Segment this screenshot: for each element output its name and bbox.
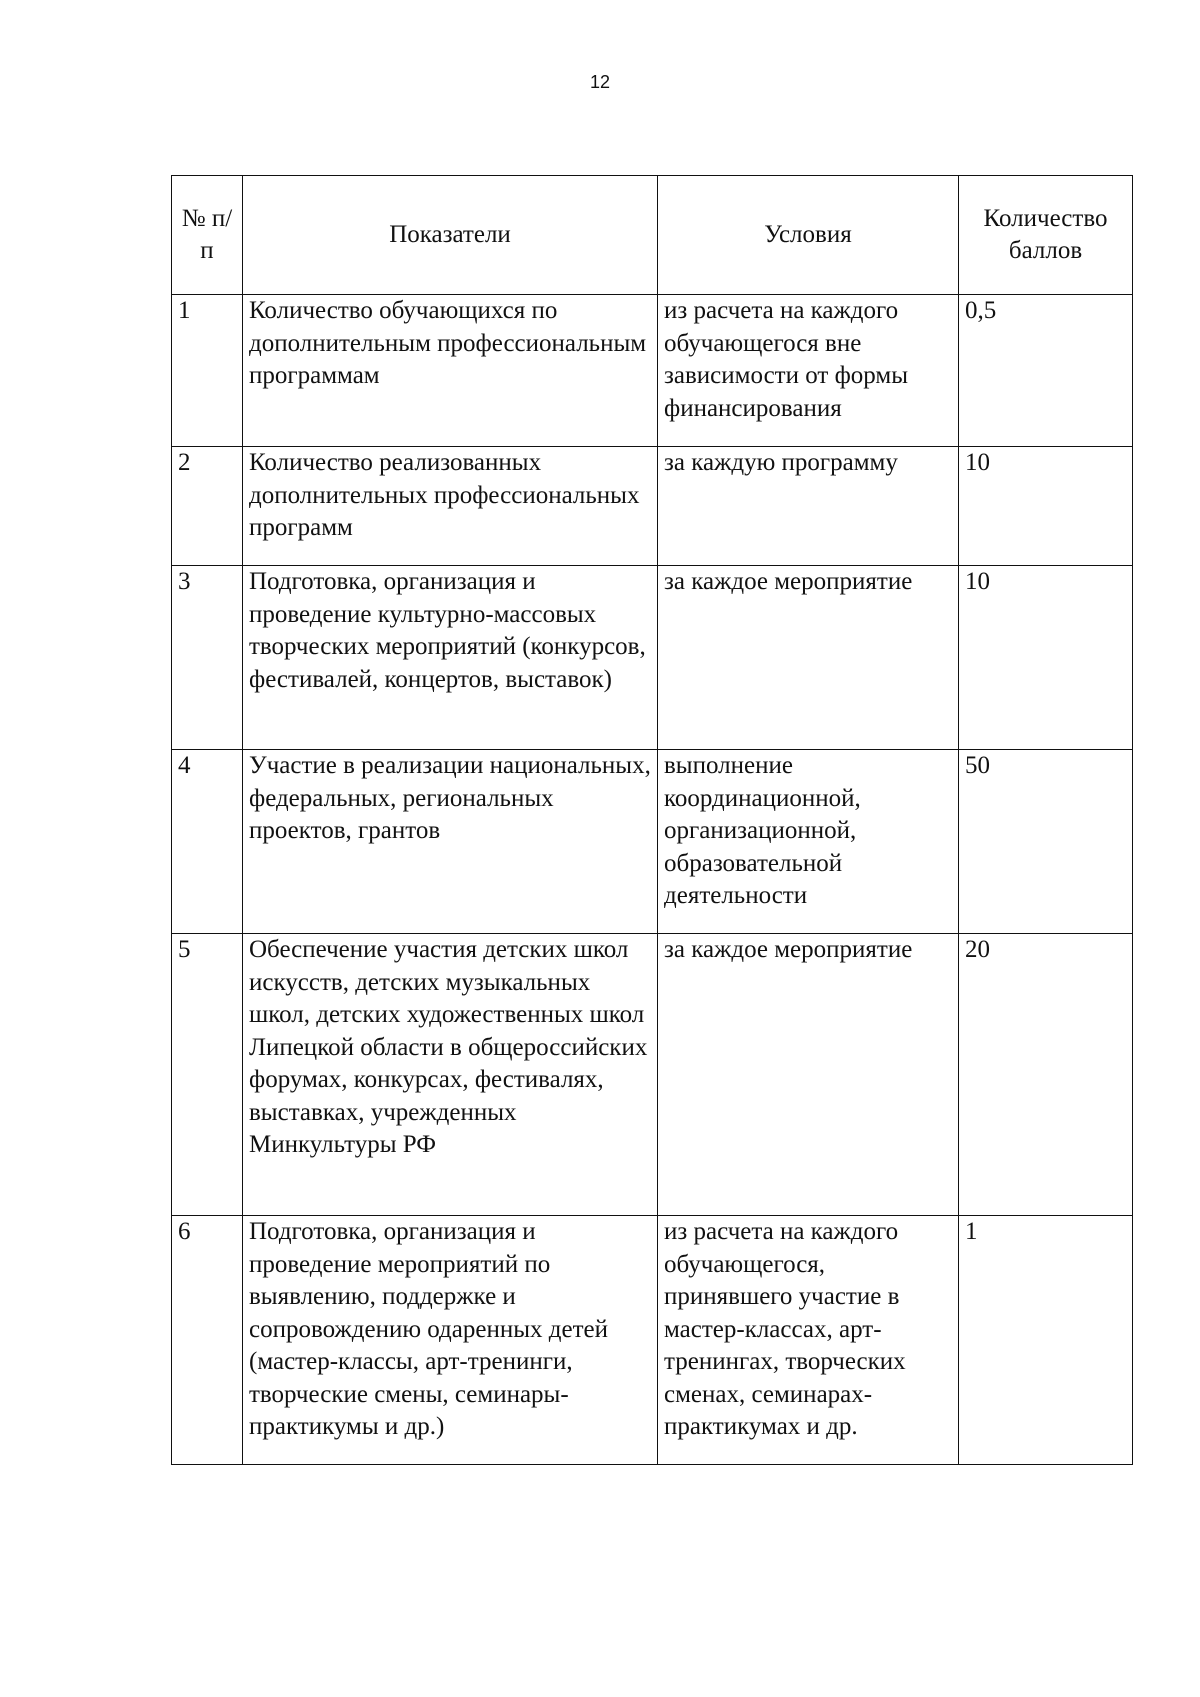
- row-condition: из расчета на каждого обучающегося, принявшего участие в мастер-классах, арт-тренингах, творческих сменах, семинарах-практикумах и др.: [658, 1216, 959, 1465]
- header-indicator: Показатели: [243, 176, 658, 295]
- row-condition: из расчета на каждого обучающегося вне зависимости от формы финансирования: [658, 295, 959, 447]
- header-row: [172, 176, 1133, 295]
- row-condition: за каждую программу: [658, 447, 959, 566]
- table-row: [172, 750, 1133, 934]
- row-points: 0,5: [959, 295, 1133, 447]
- row-indicator: Подготовка, организация и проведение мероприятий по выявлению, поддержке и сопровождению одаренных детей (мастер-классы, арт-тренинги, творческие смены, семинары-практикумы и др.): [243, 1216, 658, 1465]
- table-row: [172, 447, 1133, 566]
- row-num: 6: [172, 1216, 243, 1465]
- row-indicator: Обеспечение участия детских школ искусств, детских музыкальных школ, детских художественных школ Липецкой области в общероссийских форумах, конкурсах, фестивалях, выставках, учрежденных Минкультуры РФ: [243, 934, 658, 1216]
- header-condition: Условия: [658, 176, 959, 295]
- row-indicator: Количество обучающихся по дополнительным профессиональным программам: [243, 295, 658, 447]
- row-indicator: Количество реализованных дополнительных профессиональных программ: [243, 447, 658, 566]
- indicators-table: [171, 175, 1133, 1465]
- row-points: 10: [959, 447, 1133, 566]
- header-points: Количество баллов: [959, 176, 1133, 295]
- row-condition: за каждое мероприятие: [658, 566, 959, 750]
- row-condition: выполнение координационной, организационной, образовательной деятельности: [658, 750, 959, 934]
- row-num: 3: [172, 566, 243, 750]
- row-num: 4: [172, 750, 243, 934]
- row-points: 20: [959, 934, 1133, 1216]
- row-points: 50: [959, 750, 1133, 934]
- row-points: 10: [959, 566, 1133, 750]
- row-indicator: Подготовка, организация и проведение культурно-массовых творческих мероприятий (конкурсов, фестивалей, концертов, выставок): [243, 566, 658, 750]
- table-header: [172, 176, 1133, 295]
- row-num: 2: [172, 447, 243, 566]
- table-row: [172, 1216, 1133, 1465]
- header-num: № п/п: [172, 176, 243, 295]
- row-condition: за каждое мероприятие: [658, 934, 959, 1216]
- row-indicator: Участие в реализации национальных, федеральных, региональных проектов, грантов: [243, 750, 658, 934]
- table-body: [172, 295, 1133, 1465]
- row-num: 5: [172, 934, 243, 1216]
- row-points: 1: [959, 1216, 1133, 1465]
- page-number: 12: [589, 72, 611, 92]
- row-num: 1: [172, 295, 243, 447]
- table-row: [172, 566, 1133, 750]
- table-row: [172, 295, 1133, 447]
- table-row: [172, 934, 1133, 1216]
